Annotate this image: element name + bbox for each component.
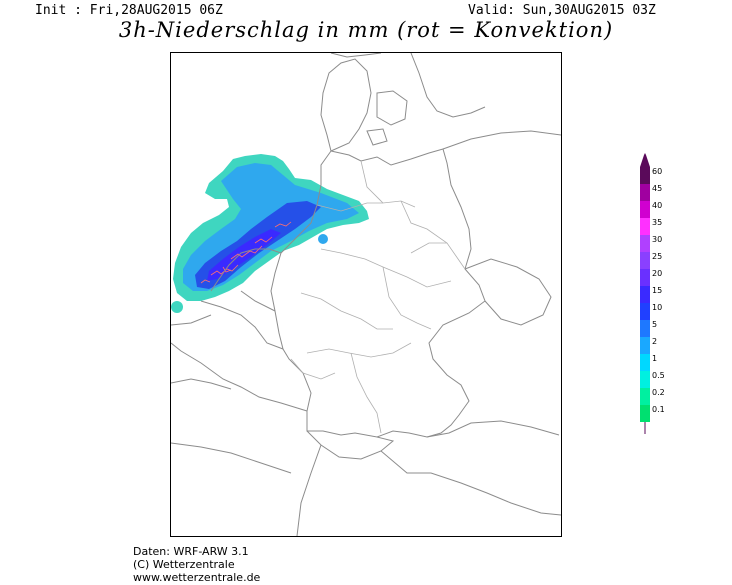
poland-coast: [443, 131, 561, 149]
colorbar-tick-label: 0.5: [652, 371, 665, 380]
precipitation-field: [171, 154, 369, 313]
colorbar-tick-label: 25: [652, 252, 663, 261]
colorbar-segment: [640, 286, 650, 303]
colorbar-segment: [640, 167, 650, 184]
france-border: [171, 343, 307, 411]
valid-time: Valid: Sun,30AUG2015 03Z: [468, 3, 656, 18]
france-interior: [171, 379, 291, 473]
colorbar-legend: [640, 153, 680, 433]
colorbar-segment: [640, 218, 650, 235]
country-borders: [171, 53, 561, 536]
colorbar-tick-label: 0.2: [652, 388, 665, 397]
colorbar-segment: [640, 354, 650, 371]
colorbar-segment: [640, 184, 650, 201]
colorbar-segment: [640, 303, 650, 320]
colorbar-segment: [640, 269, 650, 286]
denmark-border: [321, 59, 371, 151]
footer-data-source: Daten: WRF-ARW 3.1: [133, 545, 249, 558]
colorbar-tick-label: 0.1: [652, 405, 665, 414]
colorbar-segment: [640, 235, 650, 252]
precip-blob: [171, 301, 183, 313]
norway-coast: [331, 53, 381, 57]
colorbar-tick-label: 2: [652, 337, 658, 346]
sweden-coast: [411, 53, 485, 117]
colorbar-tick-label: 20: [652, 269, 663, 278]
init-time: Init : Fri,28AUG2015 06Z: [35, 3, 223, 18]
chart-title: 3h-Niederschlag in mm (rot = Konvektion): [118, 18, 614, 42]
footer-url: www.wetterzentrale.de: [133, 571, 261, 584]
colorbar-segment: [640, 405, 650, 422]
colorbar-segment: [640, 371, 650, 388]
czech-border: [465, 259, 551, 325]
colorbar-tick-label: 1: [652, 354, 658, 363]
colorbar-segment: [640, 337, 650, 354]
precip-blob: [318, 234, 328, 244]
precipitation-map: [170, 52, 562, 537]
colorbar-tick-label: 45: [652, 184, 663, 193]
colorbar-tick-label: 60: [652, 167, 663, 176]
colorbar-segment: [640, 252, 650, 269]
colorbar-tick-label: 35: [652, 218, 663, 227]
colorbar-tick-label: 5: [652, 320, 658, 329]
footer: [133, 545, 260, 584]
switzerland-border: [307, 431, 393, 459]
denmark-islands: [367, 91, 407, 145]
footer-copyright: (C) Wetterzentrale: [133, 558, 235, 571]
colorbar-top-cap: [640, 153, 650, 167]
colorbar-segment: [640, 388, 650, 405]
colorbar-segment: [640, 201, 650, 218]
colorbar-tick-label: 40: [652, 201, 663, 210]
italy-border: [297, 445, 561, 536]
colorbar-tick-label: 10: [652, 303, 663, 312]
colorbar-tick-label: 15: [652, 286, 663, 295]
map-canvas: [171, 53, 561, 536]
colorbar-segment: [640, 320, 650, 337]
colorbar-tick-label: 30: [652, 235, 663, 244]
